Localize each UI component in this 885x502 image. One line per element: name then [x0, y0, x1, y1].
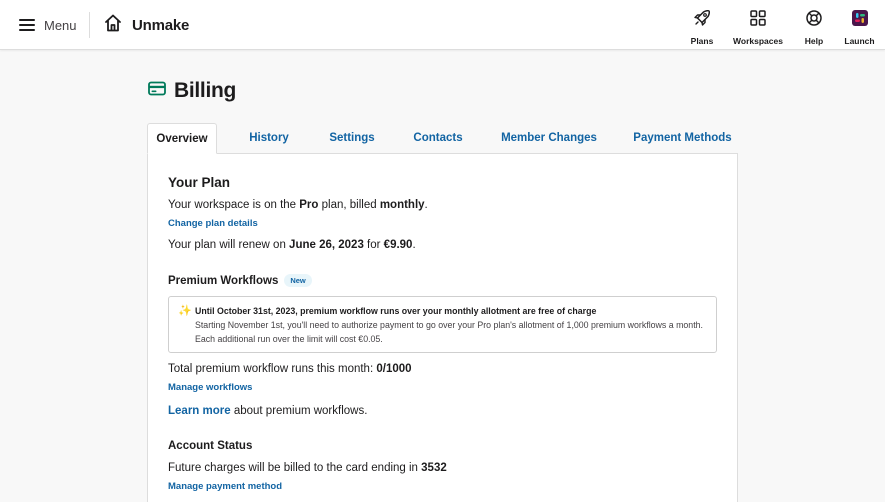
- hamburger-icon: [19, 19, 35, 32]
- top-bar: [0, 0, 885, 50]
- new-badge: New: [284, 274, 311, 287]
- page-header: [148, 79, 236, 103]
- workflow-runs-total: Total premium workflow runs this month: 0/1000: [168, 363, 412, 375]
- home-icon: [103, 13, 123, 38]
- plan-renewal: Your plan will renew on June 26, 2023 for €9.90.: [168, 239, 416, 251]
- grid-icon: [749, 9, 767, 32]
- menu-button[interactable]: [19, 14, 77, 36]
- brand-home-link[interactable]: [103, 13, 189, 38]
- nav-launch[interactable]: [844, 9, 875, 46]
- renewal-price: €9.90: [383, 239, 413, 251]
- nav-help[interactable]: [801, 9, 827, 46]
- change-plan-link[interactable]: Change plan details: [168, 218, 258, 229]
- credit-card-icon: [148, 81, 166, 101]
- notice-title: Until October 31st, 2023, premium workflow runs over your monthly allotment are free of charge: [195, 306, 597, 316]
- lifebuoy-icon: [805, 9, 823, 32]
- tab-member-changes[interactable]: Member Changes: [501, 132, 597, 144]
- workflow-runs-value: 0/1000: [376, 363, 412, 375]
- tab-payment-methods[interactable]: Payment Methods: [633, 132, 732, 144]
- premium-workflows-heading: Premium Workflows New: [168, 274, 312, 287]
- free-charge-notice: [168, 296, 717, 353]
- page-title: Billing: [174, 79, 237, 102]
- billing-frequency: monthly: [379, 199, 425, 211]
- nav-workspaces-label: Workspaces: [733, 36, 783, 46]
- nav-workspaces[interactable]: [733, 9, 783, 46]
- manage-workflows-link[interactable]: Manage workflows: [168, 382, 253, 393]
- plan-summary: Your workspace is on the Pro plan, billed monthly.: [168, 199, 428, 211]
- nav-plans-label: Plans: [690, 36, 714, 46]
- your-plan-heading: Your Plan: [168, 175, 231, 190]
- tab-settings[interactable]: Settings: [329, 132, 375, 144]
- card-line: Future charges will be billed to the card ending in 3532: [168, 462, 447, 474]
- plan-name: Pro: [299, 199, 319, 211]
- learn-more-line: Learn more about premium workflows.: [168, 405, 368, 417]
- billing-tabs: [147, 123, 738, 154]
- renewal-date: June 26, 2023: [289, 239, 364, 251]
- card-last4: 3532: [421, 462, 447, 474]
- workspace-logo-icon: [851, 9, 869, 32]
- rocket-icon: [693, 9, 711, 32]
- notice-body: Starting November 1st, you'll need to authorize payment to go over your Pro plan's allotment of 1,000 premium workflows a month. Each additional run over the limit will cost €0.05.: [195, 320, 703, 344]
- learn-more-link[interactable]: Learn more: [168, 405, 231, 417]
- header-divider: [89, 12, 90, 38]
- tab-overview[interactable]: Overview: [147, 123, 217, 154]
- nav-plans[interactable]: [689, 9, 715, 46]
- tab-contacts[interactable]: Contacts: [413, 132, 463, 144]
- manage-payment-link[interactable]: Manage payment method: [168, 481, 283, 492]
- nav-help-label: Help: [804, 36, 824, 46]
- account-status-heading: Account Status: [168, 440, 253, 452]
- sparkles-icon: ✨: [178, 305, 192, 317]
- tab-history[interactable]: History: [249, 132, 289, 144]
- nav-launch-label: Launch: [844, 36, 875, 46]
- brand-name: Unmake: [132, 17, 190, 34]
- menu-label: Menu: [44, 17, 77, 33]
